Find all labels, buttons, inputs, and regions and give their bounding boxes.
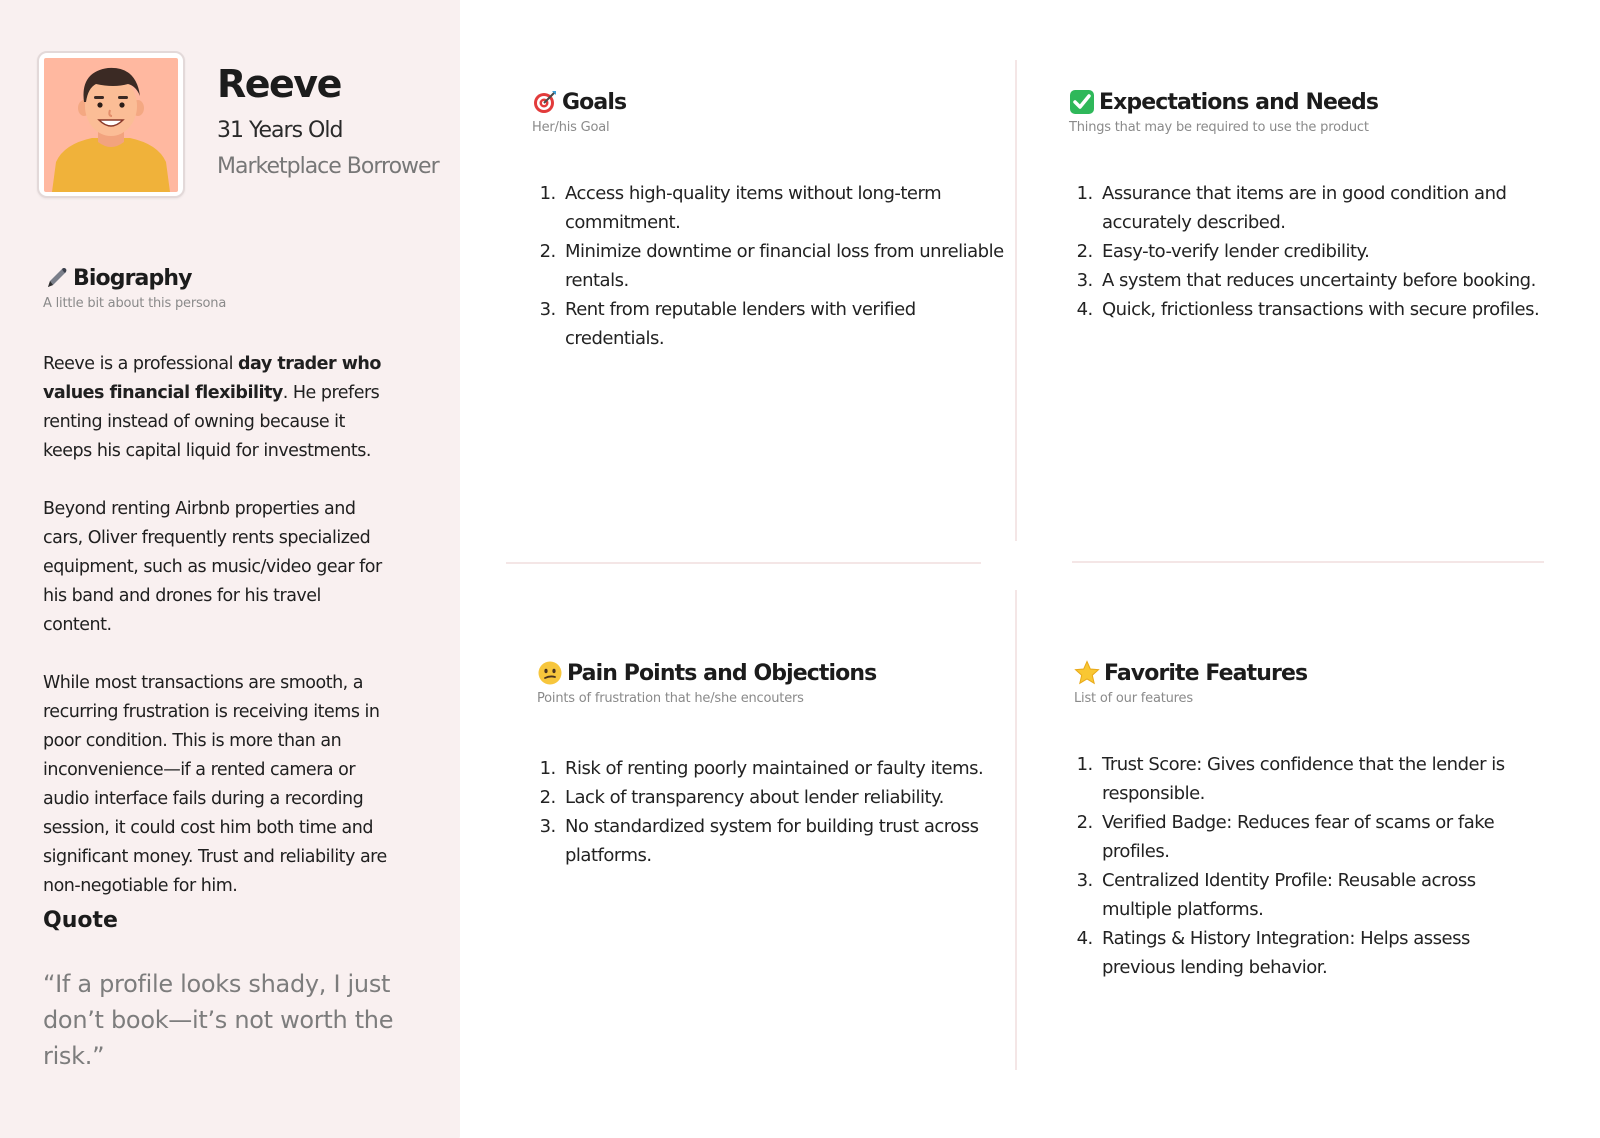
biography-text-segment: . He prefers renting instead of owning because it keeps his capital liquid for investments. xyxy=(43,383,380,461)
list-item: 4. Ratings & History Integration: Helps assess previous lending behavior. xyxy=(1098,924,1544,982)
goals-subtitle: Her/his Goal xyxy=(532,120,610,135)
biography-text xyxy=(43,350,388,901)
horizontal-divider xyxy=(1072,561,1544,563)
list-item: 3. No standardized system for building trust across platforms. xyxy=(561,812,987,870)
vertical-divider xyxy=(1015,590,1017,1070)
list-item: 1. Access high-quality items without long-term commitment. xyxy=(561,179,1012,237)
list-item: 1. Assurance that items are in good condition and accurately described. xyxy=(1098,179,1559,237)
expectations-list xyxy=(1069,179,1559,324)
confused-face-icon xyxy=(537,660,563,686)
biography-paragraph: Beyond renting Airbnb properties and cars, Oliver frequently rents specialized equipment, such as music/video gear for his band and drones for his travel content. xyxy=(43,499,382,635)
man-avatar-icon xyxy=(44,58,178,192)
list-item: 3. Centralized Identity Profile: Reusable across multiple platforms. xyxy=(1098,866,1544,924)
goals-list xyxy=(532,179,1012,353)
biography-highlight: day trader who values financial flexibility xyxy=(43,354,381,403)
list-item: 1. Trust Score: Gives confidence that the lender is responsible. xyxy=(1098,750,1544,808)
star-icon xyxy=(1074,660,1100,686)
persona-age: 31 Years Old xyxy=(217,118,343,143)
biography-subtitle: A little bit about this persona xyxy=(43,296,227,311)
favorite-features-list xyxy=(1074,750,1544,982)
expectations-title: Expectations and Needs xyxy=(1099,89,1379,115)
quote-label: Quote xyxy=(43,908,118,933)
expectations-subtitle: Things that may be required to use the product xyxy=(1069,120,1369,135)
list-item: 1. Risk of renting poorly maintained or faulty items. xyxy=(561,754,987,783)
biography-paragraph xyxy=(43,350,388,466)
persona-role: Marketplace Borrower xyxy=(217,154,439,179)
biography-header xyxy=(43,265,226,311)
biography-title: Biography xyxy=(73,265,192,291)
pen-icon xyxy=(43,265,69,291)
expectations-section xyxy=(1069,89,1559,324)
pain-points-title: Pain Points and Objections xyxy=(567,660,877,686)
pain-points-section xyxy=(537,660,987,870)
check-mark-icon xyxy=(1069,89,1095,115)
persona-name: Reeve xyxy=(217,62,341,106)
persona-sidebar xyxy=(0,0,460,1138)
goals-section xyxy=(532,89,1012,353)
list-item: 2. Easy-to-verify lender credibility. xyxy=(1098,237,1559,266)
list-item: 3. A system that reduces uncertainty before booking. xyxy=(1098,266,1559,295)
pain-points-list xyxy=(537,754,987,870)
list-item: 4. Quick, frictionless transactions with secure profiles. xyxy=(1098,295,1559,324)
horizontal-divider xyxy=(506,562,981,564)
biography-paragraph: While most transactions are smooth, a recurring frustration is receiving items in poor condition. This is more than an inconvenience—if a rented camera or audio interface fails during a recording session, it could cost him both time and significant money. Trust and reliability are non-negotiable for him. xyxy=(43,673,387,896)
list-item: 2. Verified Badge: Reduces fear of scams or fake profiles. xyxy=(1098,808,1544,866)
avatar xyxy=(37,51,185,198)
biography-text-segment: Reeve is a professional xyxy=(43,354,239,374)
quote-text: “If a profile looks shady, I just don’t book—it’s not worth the risk.” xyxy=(43,970,394,1070)
list-item: 3. Rent from reputable lenders with verified credentials. xyxy=(561,295,1012,353)
goals-title: Goals xyxy=(562,89,627,115)
list-item: 2. Minimize downtime or financial loss from unreliable rentals. xyxy=(561,237,1012,295)
favorite-features-subtitle: List of our features xyxy=(1074,691,1193,706)
favorite-features-title: Favorite Features xyxy=(1104,660,1308,686)
pain-points-subtitle: Points of frustration that he/she encouters xyxy=(537,691,804,706)
vertical-divider xyxy=(1015,60,1017,541)
favorite-features-section xyxy=(1074,660,1544,982)
target-icon xyxy=(532,89,558,115)
list-item: 2. Lack of transparency about lender reliability. xyxy=(561,783,987,812)
